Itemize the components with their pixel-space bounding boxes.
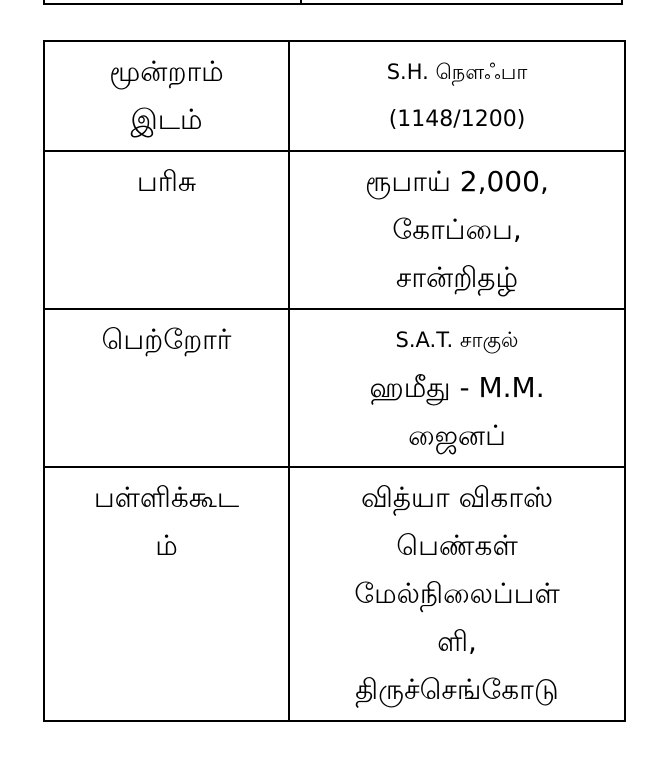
prize-value-line-1: ரூபாய் 2,000,: [365, 165, 549, 198]
table-row-school: [44, 467, 625, 721]
position-value-cell: [289, 41, 625, 151]
school-value-line-4: ளி,: [437, 625, 477, 658]
school-value-line-1: வித்யா விகாஸ்: [360, 481, 554, 514]
parents-value-line-1: S.A.T. சாகுல்: [395, 328, 519, 352]
winner-marks: (1148/1200): [388, 107, 526, 132]
position-label-line-2: இடம்: [130, 103, 203, 136]
school-label-line-2: ம்: [155, 529, 178, 562]
table-row-parents: [44, 309, 625, 467]
parents-value-line-2: ஹமீது - M.M.: [369, 371, 545, 404]
winner-name: S.H. நௌஃபா: [386, 60, 528, 84]
position-label-cell: [44, 41, 289, 151]
prize-value-line-3: சான்றிதழ்: [395, 261, 519, 294]
parents-value-line-3: ஜைனப்: [408, 419, 506, 452]
school-value-line-2: பெண்கள்: [396, 529, 518, 562]
prize-label-cell: [44, 151, 289, 309]
table-row-prize: [44, 151, 625, 309]
parents-label: பெற்றோர்: [101, 323, 232, 356]
table-row-position: [44, 41, 625, 151]
school-label-line-1: பள்ளிக்கூட: [93, 481, 240, 514]
prize-value-cell: [289, 151, 625, 309]
school-value-line-3: மேல்நிலைப்பள்: [354, 577, 560, 610]
school-value-line-5: திருச்செங்கோடு: [355, 673, 559, 706]
previous-table-fragment: [43, 0, 623, 5]
winner-details-table: [43, 40, 626, 722]
school-label-cell: [44, 467, 289, 721]
previous-table-divider: [300, 0, 302, 3]
school-value-cell: [289, 467, 625, 721]
prize-value-line-2: கோப்பை,: [392, 213, 522, 246]
parents-value-cell: [289, 309, 625, 467]
position-label-line-1: மூன்றாம்: [109, 55, 224, 88]
parents-label-cell: [44, 309, 289, 467]
prize-label: பரிசு: [136, 165, 197, 198]
